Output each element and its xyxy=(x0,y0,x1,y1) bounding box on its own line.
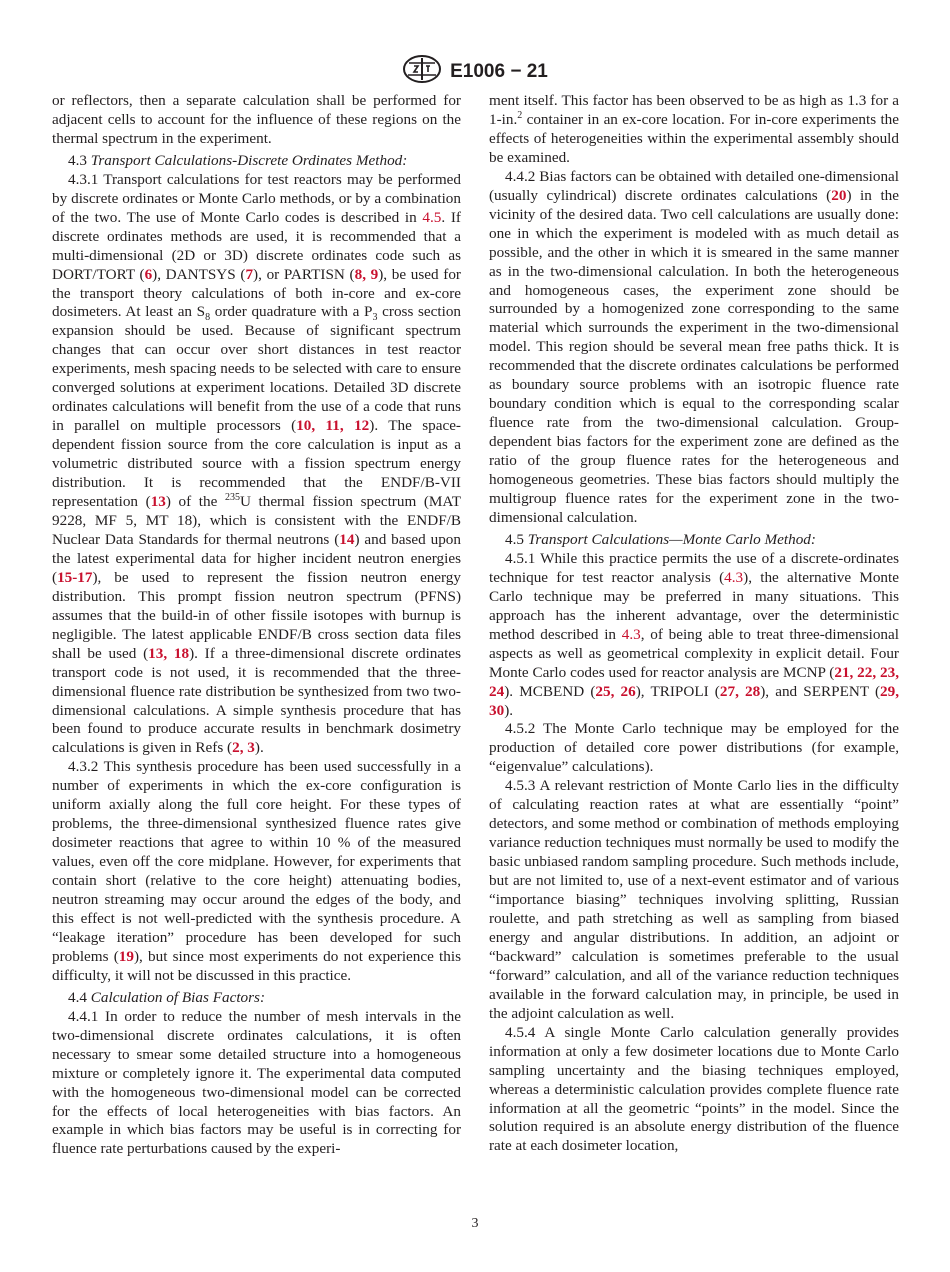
paragraph: ment itself. This factor has been observed to be as high as 1.3 for a 1-in.$^2$ container in an ex-core location. For in-core experiments the effects of heterogeneities within the experimental assembly should be examined. xyxy=(489,92,899,166)
right-column xyxy=(489,92,899,1156)
citation-link[interactable]: 20 xyxy=(831,186,847,204)
left-column xyxy=(52,92,461,1159)
section-heading-4-3: 4.3 Transport Calculations-Discrete Ordinates Method: xyxy=(68,151,408,169)
paragraph-4-5-4: 4.5.4 A single Monte Carlo calculation generally provides information at only a few dosimeter locations due to Monte Carlo sampling uncertainty and the biasing techniques employed, whereas a deterministic calculation provides complete fluence rate information at all the geometric “points” in the model. Since the solution required is an absolute energy distribution of the fluence rate at each dosimeter location, xyxy=(489,1023,899,1155)
astm-logo-icon xyxy=(402,54,442,90)
section-heading-4-5: 4.5 Transport Calculations—Monte Carlo Method: xyxy=(505,530,816,548)
citation-link[interactable]: 19 xyxy=(118,947,134,965)
cross-reference-link[interactable]: 4.3 xyxy=(724,568,744,586)
citation-link[interactable]: 14 xyxy=(339,530,355,548)
paragraph-4-5-1: 4.5.1 While this practice permits the use of a discrete-ordinates technique for test reactor analysis (4.3), the alternative Monte Carlo technique may be preferred in many situations. This approach has the inherent advantage, over the deterministic method described in 4.3, of being able to treat three-dimensional aspects as well as geometrical complexity in explicit detail. Four Monte Carlo codes used for reactor analysis are MCNP (21, 22, 23, 24). MCBEND (25, 26), TRIPOLI (27, 28), and SERPENT (29, 30). xyxy=(489,549,900,719)
page-header xyxy=(0,54,950,90)
citation-link[interactable]: 29, 30 xyxy=(489,682,900,719)
cross-reference-link[interactable]: 4.3 xyxy=(621,625,641,643)
citation-link[interactable]: 7 xyxy=(245,265,254,283)
citation-link[interactable]: 21, 22, 23, 24 xyxy=(489,663,899,700)
document-designation: E1006 − 21 xyxy=(450,61,548,82)
citation-link[interactable]: 2, 3 xyxy=(232,739,255,757)
paragraph-4-5-3: 4.5.3 A relevant restriction of Monte Carlo lies in the difficulty of calculating reaction rates at what are essentially “point” detectors, and some method or combination of methods employing variance reduction techniques must normally be used to modify the basic unbiased random sampling procedure. Such methods include, but are not limited to, use of a next-event estimator and of various “importance biasing” techniques involving splitting, Russian roulette, and path stretching as well as sampling from biased energy and angular distributions. In addition, an adjoint or “backward” calculation is sometimes preferable to the usual “forward” calculation, and all of the variance reduction techniques available in the forward calculation may, in principle, be used in the adjoint calculation as well. xyxy=(489,777,899,1022)
section-heading-4-4: 4.4 Calculation of Bias Factors: xyxy=(68,988,266,1006)
paragraph-4-3-2: 4.3.2 This synthesis procedure has been used successfully in a number of experiments in which the ex-core configuration is uniform axially along the full core height. For these types of problems, the three-dimensional synthesized fluence rates give dosimeter reactions that agree to within 10 % of the measured values, even off the core midplane. However, for experiments that contain short (relative to the core height) attenuating bodies, neutron streaming may occur around the edges of the body, and this effect is not well-predicted with the synthesis procedure. A “leakage iteration” procedure has been developed for such problems (19), but since most experiments do not experience this difficulty, it will not be discussed in this practice. xyxy=(52,758,461,984)
paragraph-4-4-1: 4.4.1 In order to reduce the number of mesh intervals in the two-dimensional discrete ordinates calculations, it is often necessary to smear some detailed structure into a homogeneous mixture or completely ignore it. The experimental data computed with the homogeneous two-dimensional model can be corrected for the effects of local heterogeneities with bias factors. An example in which bias factors may be useful is in correcting for fluence rate perturbations caused by the experi- xyxy=(52,1007,461,1158)
citation-link[interactable]: 13 xyxy=(150,493,166,511)
citation-link[interactable]: 15-17 xyxy=(57,568,93,586)
citation-link[interactable]: 10, 11, 12 xyxy=(296,417,370,435)
paragraph-4-5-2: 4.5.2 The Monte Carlo technique may be employed for the production of detailed core power distributions (for example, “eigenvalue” calculations). xyxy=(489,720,899,776)
cross-reference-link[interactable]: 4.5 xyxy=(422,208,442,226)
paragraph-4-4-2: 4.4.2 Bias factors can be obtained with detailed one-dimensional (usually cylindrical) discrete ordinates calculations (20) in the vicinity of the desired data. Two cell calculations are usually done: one in which the experiment is modeled with as much detail as possible, and the other in which it is smeared in the same manner as in the two-dimensional calculation. In both the heterogeneous and homogeneous cases, the experiment zone should be surrounded by a homogenized zone corresponding to the same material which surrounds the experiment in the two-dimensional model. This region should be several mean free paths thick. It is recommended that the discrete ordinates calculations be performed as boundary source problems with an isotropic fluence rate boundary condition which is equal to the corresponding scalar fluence rate from the two-dimensional calculation. Group-dependent bias factors for the experiment zone are defined as the ratio of the group fluence rates for the heterogeneous and homogeneous geometries. These bias factors should multiply the multigroup fluence rates for the experiment zone in the two-dimensional calculation. xyxy=(489,167,899,526)
paragraph: or reflectors, then a separate calculation shall be performed for adjacent cells to account for the influence of these regions on the thermal spectrum in the experiment. xyxy=(52,92,461,147)
citation-link[interactable]: 25, 26 xyxy=(595,682,636,700)
page-number: 3 xyxy=(471,1216,479,1231)
citation-link[interactable]: 8, 9 xyxy=(354,265,379,283)
citation-link[interactable]: 6 xyxy=(144,265,153,283)
citation-link[interactable]: 27, 28 xyxy=(719,682,761,700)
paragraph-4-3-1: 4.3.1 Transport calculations for test reactors may be performed by discrete ordinates or Monte Carlo methods, or by a combination of the two. The use of Monte Carlo codes is described in 4.5. If discrete ordinates methods are used, it is recommended that a multi-dimensional (2D or 3D) discrete ordinates code such as DORT/TORT (6), DANTSYS (7), or PARTISN (8, 9), be used for the transport theory calculations of both in-core and ex-core dosimeters. At least an $S_8$ order quadrature with a $P_3$ cross section expansion should be used. Because of significant spectrum changes that can occur over short distances in test reactor experiments, mesh spacing needs to be selected with care to ensure converged solutions at experiment locations. Detailed 3D discrete ordinates calculations will benefit from the use of a code that runs in parallel on multiple processors (10, 11, 12). The space-dependent fission source from the core calculation is input as a volumetric distributed source with a fission spectrum energy distribution. It is recommended that the ENDF/B-VII representation (13) of the $^{235}$U thermal fission spectrum (MAT 9228, MF 5, MT 18), which is consistent with the ENDF/B Nuclear Data Standards for thermal neutrons (14) and based upon the latest experimental data for higher incident neutron energies (15-17), be used to represent the fission neutron energy distribution. This prompt fission neutron spectrum (PFNS) assumes that the build-in of other fissile isotopes with burnup is negligible. The latest applicable ENDF/B cross section data files shall be used (13, 18). If a three-dimensional discrete ordinates transport code is not used, it is recommended that the three-dimensional fluence rate distribution be synthesized from two two-dimensional calculations. A simple synthesis procedure that has been found to produce accurate results in benchmark dosimetry calculations is given in Refs (2, 3). xyxy=(52,170,462,757)
citation-link[interactable]: 13, 18 xyxy=(148,644,190,662)
